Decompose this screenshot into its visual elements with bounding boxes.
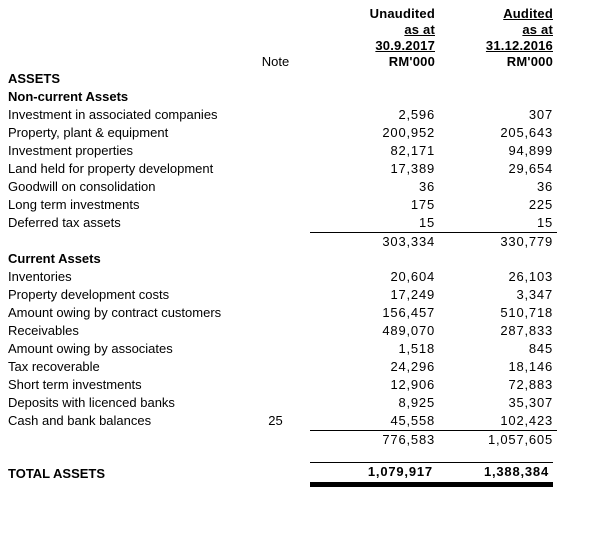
table-row [0, 286, 615, 304]
row-value-2017: 17,389 [390, 161, 435, 176]
row-value-2017: 17,249 [390, 287, 435, 302]
table-row [0, 142, 615, 160]
row-note [253, 160, 298, 178]
row-value-2016: 29,654 [508, 161, 553, 176]
subsection-title: Current Assets [8, 251, 101, 266]
col1-currency-unit: RM'000 [388, 54, 435, 69]
col1-audit-status: Unaudited [369, 6, 435, 21]
subtotal-value-2017: 303,334 [382, 234, 435, 249]
table-row [0, 394, 615, 412]
row-note [253, 268, 298, 286]
row-label: Long term investments [8, 197, 140, 212]
row-value-2016: 307 [528, 107, 553, 122]
subtotal-value-2016: 1,057,605 [487, 432, 553, 447]
subtotal-value-2017: 776,583 [382, 432, 435, 447]
row-value-2017: 20,604 [390, 269, 435, 284]
row-label: Receivables [8, 323, 79, 338]
table-row [0, 124, 615, 142]
table-row [0, 412, 615, 430]
header-line-1 [0, 6, 615, 22]
row-note [253, 196, 298, 214]
row-note [253, 286, 298, 304]
non-current-assets-heading [0, 88, 615, 106]
row-value-2016: 35,307 [508, 395, 553, 410]
row-value-2017: 24,296 [390, 359, 435, 374]
row-note [253, 124, 298, 142]
row-label: Deposits with licenced banks [8, 395, 175, 410]
header-line-3 [0, 38, 615, 54]
row-value-2016: 94,899 [508, 143, 553, 158]
row-value-2017: 489,070 [382, 323, 435, 338]
row-value-2017: 8,925 [398, 395, 435, 410]
header-spacer [0, 6, 253, 22]
row-value-2017: 200,952 [382, 125, 435, 140]
table-row [0, 376, 615, 394]
row-value-2017: 156,457 [382, 305, 435, 320]
col2-audit-status: Audited [503, 6, 553, 21]
col2-as-at: as at [522, 22, 553, 37]
col2-date: 31.12.2016 [485, 38, 553, 53]
total-value-2016: 1,388,384 [483, 464, 549, 479]
assets-section-heading [0, 70, 615, 88]
row-value-2016: 15 [536, 215, 553, 230]
row-label: Property development costs [8, 287, 170, 302]
row-note [253, 340, 298, 358]
row-value-2016: 3,347 [516, 287, 553, 302]
col1-date: 30.9.2017 [375, 38, 435, 53]
total-value-2017: 1,079,917 [367, 464, 433, 479]
row-label: Investment in associated companies [8, 107, 218, 122]
row-note: 25 [268, 413, 283, 428]
row-label: Amount owing by associates [8, 341, 173, 356]
row-value-2016: 18,146 [508, 359, 553, 374]
row-label: Deferred tax assets [8, 215, 121, 230]
total-assets-label: TOTAL ASSETS [8, 466, 106, 481]
total-assets-row [0, 462, 615, 487]
row-value-2016: 205,643 [500, 125, 553, 140]
spacer [0, 448, 615, 462]
section-title: ASSETS [8, 71, 61, 86]
row-value-2016: 102,423 [500, 413, 553, 428]
row-note [253, 394, 298, 412]
subsection-title: Non-current Assets [8, 89, 129, 104]
col1-as-at: as at [404, 22, 435, 37]
row-label: Cash and bank balances [8, 413, 152, 428]
row-value-2016: 72,883 [508, 377, 553, 392]
row-value-2017: 1,518 [398, 341, 435, 356]
table-row [0, 322, 615, 340]
row-label: Land held for property development [8, 161, 214, 176]
row-value-2016: 845 [528, 341, 553, 356]
table-row [0, 106, 615, 124]
row-value-2017: 45,558 [390, 413, 435, 428]
total-assets-values [310, 462, 553, 487]
row-value-2016: 225 [528, 197, 553, 212]
row-note [253, 106, 298, 124]
row-label: Inventories [8, 269, 72, 284]
row-value-2017: 12,906 [390, 377, 435, 392]
row-value-2016: 26,103 [508, 269, 553, 284]
header-line-2 [0, 22, 615, 38]
row-label: Investment properties [8, 143, 134, 158]
table-row [0, 340, 615, 358]
subtotal-value-2016: 330,779 [500, 234, 553, 249]
row-label: Tax recoverable [8, 359, 100, 374]
row-value-2017: 2,596 [398, 107, 435, 122]
row-value-2017: 82,171 [390, 143, 435, 158]
row-note [253, 304, 298, 322]
row-value-2016: 510,718 [500, 305, 553, 320]
row-note [253, 358, 298, 376]
row-label: Goodwill on consolidation [8, 179, 156, 194]
row-note [253, 322, 298, 340]
header-line-4 [0, 54, 615, 70]
row-label: Short term investments [8, 377, 142, 392]
col2-currency-unit: RM'000 [506, 54, 553, 69]
table-row [0, 214, 615, 232]
table-row [0, 304, 615, 322]
row-label: Amount owing by contract customers [8, 305, 222, 320]
table-row [0, 178, 615, 196]
table-row [0, 358, 615, 376]
row-note [253, 142, 298, 160]
current-assets-heading [0, 250, 615, 268]
row-value-2017: 15 [418, 215, 435, 230]
note-column-header: Note [261, 54, 290, 69]
table-row [0, 268, 615, 286]
row-note [253, 178, 298, 196]
table-row [0, 196, 615, 214]
table-row [0, 160, 615, 178]
row-value-2016: 36 [536, 179, 553, 194]
row-value-2017: 36 [418, 179, 435, 194]
row-note [253, 376, 298, 394]
row-value-2016: 287,833 [500, 323, 553, 338]
row-note [253, 214, 298, 232]
row-value-2017: 175 [410, 197, 435, 212]
current-assets-subtotal [0, 430, 615, 448]
non-current-assets-subtotal [0, 232, 615, 250]
row-label: Property, plant & equipment [8, 125, 169, 140]
